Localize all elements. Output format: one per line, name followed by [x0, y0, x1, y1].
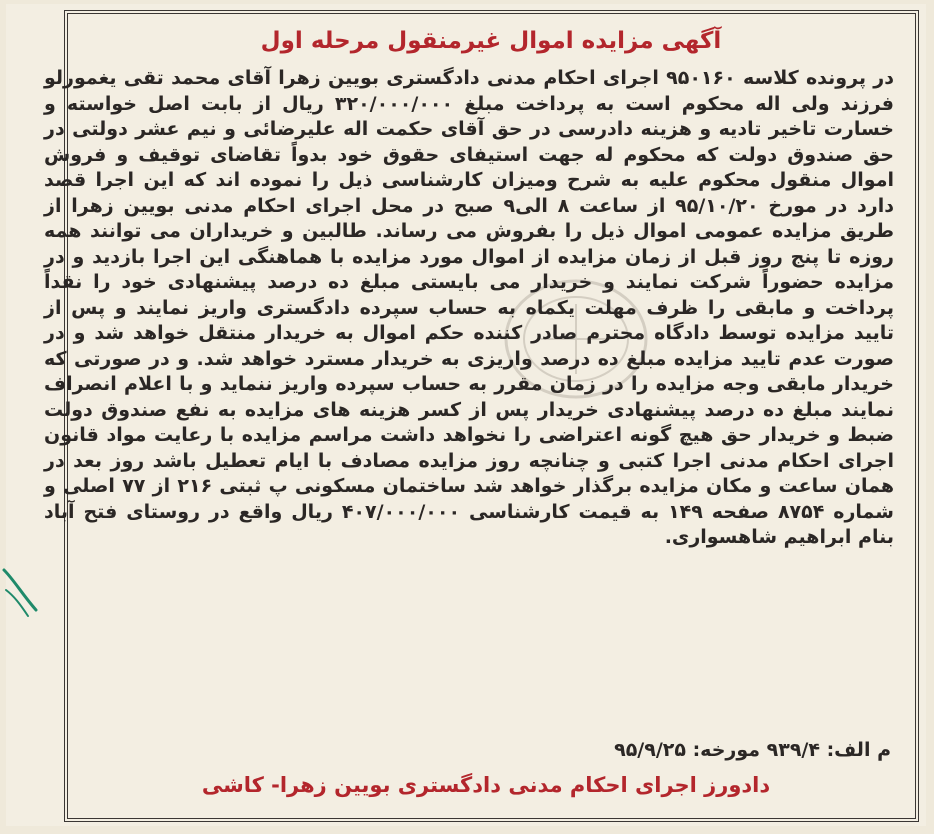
notice-reference: م الف: ۹۳۹/۴ مورخه: ۹۵/۹/۲۵: [614, 739, 891, 761]
notice-body: در پرونده کلاسه ۹۵۰۱۶۰ اجرای احکام مدنی دادگستری بویین زهرا آقای محمد تقی یغمورلو فرزند ولی اله محکوم است به پرداخت مبلغ ۳۲۰/۰۰۰/۰۰۰ ریال از بابت اصل خواسته و خسارت تاخیر تادیه و هزینه دادرسی در حق آقای حکمت اله علیرضائی و نیم عشر دولتی در حق صندوق دولت که محکوم له جهت استیفای حقوق خود بدواً تقاضای توقیف و فروش اموال منقول محکوم علیه به شرح ومیزان کارشناسی ذیل را نموده اند که این اجرا قصد دارد در مورخ ۹۵/۱۰/۲۰ از ساعت ۸ الی۹ صبح در محل اجرای احکام مدنی بویین زهرا از طریق مزایده عمومی اموال ذیل را بفروش می رساند. طالبین و خریداران می توانند همه روزه تا پنج روز قبل از زمان مزایده از اموال مورد مزایده با هماهنگی این اجرا بازدید و در مزایده حضوراً شرکت نمایند و خریدار می بایستی مبلغ ده درصد پیشنهادی خود را نقداً پرداخت و مابقی را ظرف مهلت یکماه به حساب سپرده دادگستری واریز نمایند و پس از تایید مزایده توسط دادگاه محترم صادر کننده حکم اموال به خریدار منتقل خواهد شد و در صورت عدم تایید مزایده مبلغ ده درصد واریزی به خریدار مسترد خواهد شد. و در صورتی که خریدار مابقی وجه مزایده را در زمان مقرر به حساب سپرده واریز ننماید و با اعلام انصراف نمایند مبلغ ده درصد پیشنهادی خریدار پس از کسر هزینه های مزایده به نفع صندوق دولت ضبط و خریدار حق هیچ گونه اعتراضی را نخواهد داشت مراسم مزایده با رعایت مواد قانون اجرای احکام مدنی اجرا کتبی و چنانچه روز مزایده مصادف با ایام تعطیل باشد روز بعد در همان ساعت و مکان مزایده برگذار خواهد شد ساختمان مسکونی پ ثبتی ۲۱۶ از ۷۷ اصلی و شماره ۸۷۵۴ صفحه ۱۴۹ به قیمت کارشناسی ۴۰۷/۰۰۰/۰۰۰ ریال واقع در روستای فتح آباد بنام ابراهیم شاهسواری.: [44, 67, 894, 548]
newspaper-clipping: [6, 4, 926, 826]
notice-signature: دادورز اجرای احکام مدنی دادگستری بویین زهرا- کاشی: [201, 773, 771, 797]
pen-stroke-icon: [0, 560, 40, 620]
notice-title: آگهی مزایده اموال غیرمنقول مرحله اول: [260, 28, 722, 54]
